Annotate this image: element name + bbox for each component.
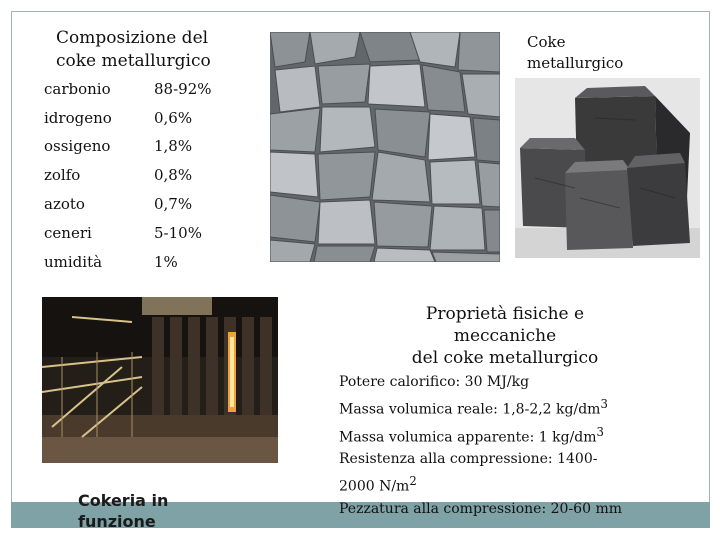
property-real-density-text: Massa volumica reale: 1,8-2,2 kg/dm: [339, 401, 601, 418]
coke-chunks-photo: [515, 78, 700, 258]
coke-plant-photo: [42, 297, 278, 463]
element-name: ceneri: [44, 224, 92, 242]
coke-caption-line2: metallurgico: [527, 54, 624, 72]
properties-title-line3: del coke metallurgico: [411, 348, 599, 368]
coke-plant-illustration: [42, 297, 278, 463]
property-calorific: Potere calorifico: 30 MJ/kg: [339, 374, 530, 390]
property-compression-line2: [339, 470, 669, 498]
element-name: idrogeno: [44, 109, 112, 127]
property-size: Pezzatura alla compressione: 20-60 mm: [339, 500, 622, 517]
property-compression-text: 2000 N/m: [339, 478, 410, 495]
element-value: 88-92%: [154, 80, 212, 98]
element-name: zolfo: [44, 166, 81, 184]
property-compression-line1: Resistenza alla compressione: 1400-: [339, 451, 598, 468]
element-value: 0,7%: [154, 195, 193, 213]
property-compression-exp: 2: [409, 474, 417, 489]
properties-list: [339, 371, 669, 520]
element-name: carbonio: [44, 80, 111, 98]
plant-caption-line2: funzione: [78, 512, 156, 531]
element-name: umidità: [44, 253, 103, 271]
coke-caption-line1: Coke: [527, 33, 566, 51]
composition-title-line2: coke metallurgico: [56, 51, 211, 71]
element-value: 0,6%: [154, 109, 193, 127]
properties-title: [370, 303, 640, 369]
coke-pile-photo: [270, 32, 500, 262]
composition-title: [56, 27, 256, 73]
property-apparent-density-text: Massa volumica apparente: 1 kg/dm: [339, 429, 597, 446]
composition-title-line1: Composizione del: [56, 28, 209, 48]
element-value: 0,8%: [154, 166, 193, 184]
coke-pile-illustration: [270, 32, 500, 262]
coke-chunks-illustration: [515, 78, 700, 258]
coke-caption: [527, 32, 677, 74]
properties-title-line1: Proprietà fisiche e: [425, 304, 585, 324]
element-name: ossigeno: [44, 137, 111, 155]
plant-caption: [78, 490, 168, 532]
element-value: 5-10%: [154, 224, 202, 242]
property-apparent-density: [339, 421, 669, 449]
property-real-density: [339, 393, 669, 421]
property-apparent-density-exp: 3: [596, 424, 604, 439]
plant-caption-line1: Cokeria in: [78, 491, 169, 510]
element-value: 1,8%: [154, 137, 193, 155]
element-value: 1%: [154, 253, 178, 271]
property-real-density-exp: 3: [600, 397, 608, 411]
properties-title-line2: meccaniche: [453, 326, 557, 346]
element-name: azoto: [44, 195, 85, 213]
